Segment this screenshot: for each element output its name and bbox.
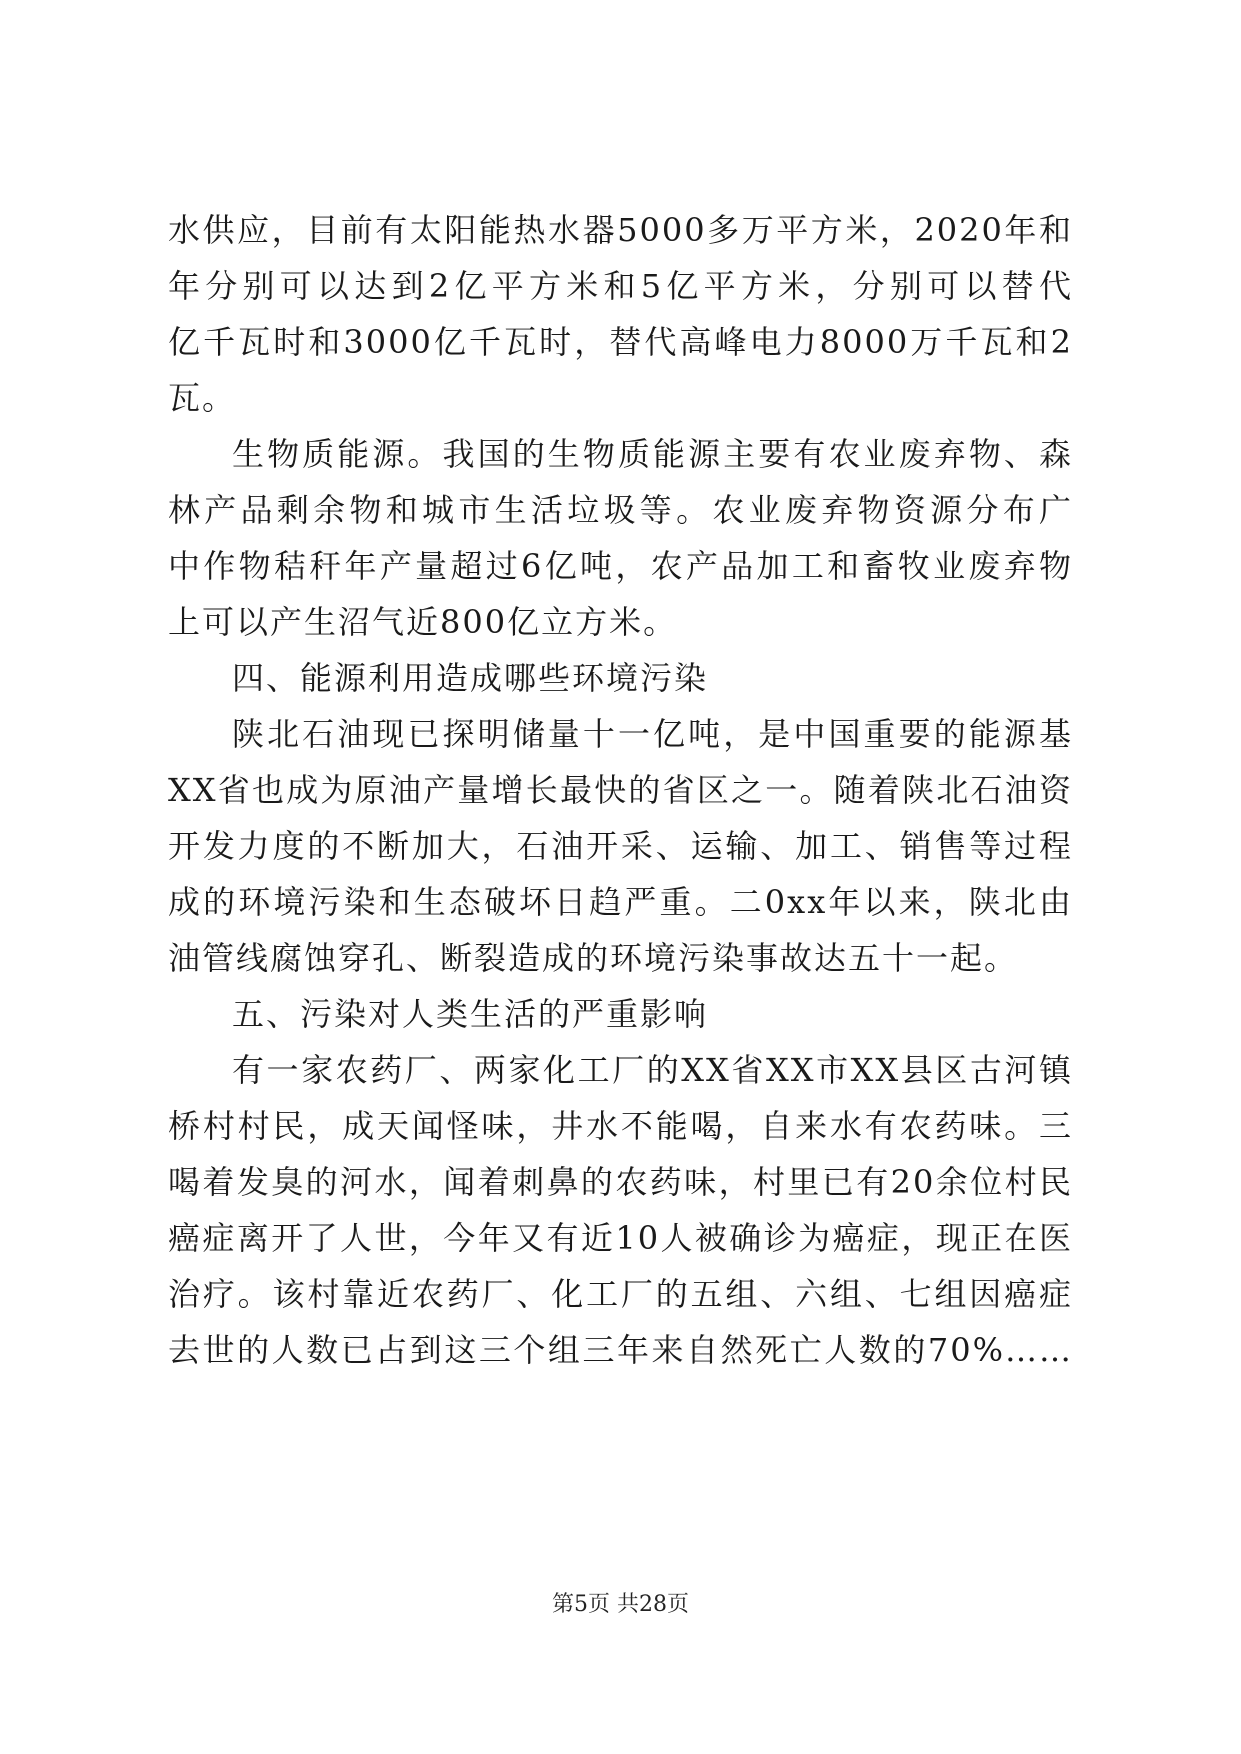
section-heading: 四、能源利用造成哪些环境污染 — [232, 659, 709, 697]
text-line: 年分别可以达到2亿平方米和5亿平方米，分别可以替代 — [168, 267, 1073, 305]
text-line: 成的环境污染和生态破坏日趋严重。二0xx年以来，陕北由 — [168, 883, 1073, 921]
text-line: 开发力度的不断加大，石油开采、运输、加工、销售等过程 — [168, 827, 1073, 865]
text-line: 去世的人数已占到这三个组三年来自然死亡人数的70%…… — [168, 1331, 1073, 1369]
text-line: 中作物秸秆年产量超过6亿吨，农产品加工和畜牧业废弃物 — [168, 547, 1073, 585]
text-line: 亿千瓦时和3000亿千瓦时，替代高峰电力8000万千瓦和2 — [168, 323, 1073, 361]
text-line: XX省也成为原油产量增长最快的省区之一。随着陕北石油资 — [168, 771, 1073, 809]
paragraph-start-line: 生物质能源。我国的生物质能源主要有农业废弃物、森 — [232, 435, 1073, 473]
text-line: 癌症离开了人世，今年又有近10人被确诊为癌症，现正在医 — [168, 1219, 1073, 1257]
section-heading: 五、污染对人类生活的严重影响 — [232, 995, 709, 1033]
text-line: 上可以产生沼气近800亿立方米。 — [168, 603, 678, 641]
paragraph-start-line: 有一家农药厂、两家化工厂的XX省XX市XX县区古河镇 — [232, 1051, 1073, 1089]
text-line: 桥村村民，成天闻怪味，井水不能喝，自来水有农药味。三 — [168, 1107, 1073, 1145]
paragraph-start-line: 陕北石油现已探明储量十一亿吨，是中国重要的能源基 — [232, 715, 1073, 753]
text-line: 水供应，目前有太阳能热水器5000多万平方米，2020年和 — [168, 211, 1073, 249]
text-line: 瓦。 — [168, 379, 237, 417]
text-line: 油管线腐蚀穿孔、断裂造成的环境污染事故达五十一起。 — [168, 939, 1019, 977]
page-number-footer: 第5页 共28页 — [552, 1592, 689, 1617]
text-line: 治疗。该村靠近农药厂、化工厂的五组、六组、七组因癌症 — [168, 1275, 1073, 1313]
text-line: 林产品剩余物和城市生活垃圾等。农业废弃物资源分布广 — [168, 491, 1073, 529]
text-line: 喝着发臭的河水，闻着刺鼻的农药味，村里已有20余位村民 — [168, 1163, 1073, 1201]
